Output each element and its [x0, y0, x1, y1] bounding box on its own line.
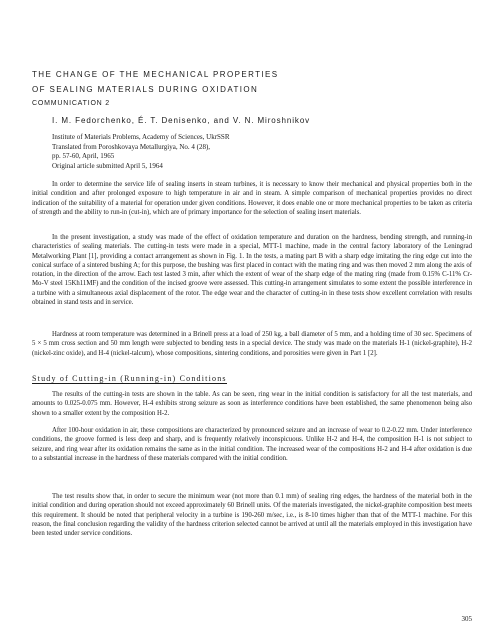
article-metadata [52, 133, 230, 171]
page-number: 305 [461, 615, 472, 623]
paragraph-intro: In order to determine the service life of sealing inserts in steam turbines, it is necessary to know their mechanical and physical properties both in the initial condition and after prolonged exposure to high temperature in air and in steam. A simple comparison of mechanical properties provides no direct indication of the suitability of a material for operation under given conditions. However, it does enable one or more mechanical properties to be taken as criteria of strength and the ability to run-in (cut-in), which are of primary importance for the selection of sealing insert materials. [32, 181, 472, 216]
translation-source: Translated from Poroshkovaya Metallurgiya, No. 4 (28), [52, 142, 211, 151]
article-title-line-1: THE CHANGE OF THE MECHANICAL PROPERTIES [32, 70, 279, 79]
page-range: pp. 57-60, April, 1965 [52, 152, 115, 161]
paragraph-conclusion: The test results show that, in order to secure the minimum wear (not more than 0.1 mm) of sealing ring edges, the hardness of the material both in the initial condition and during operation should not exceed approximately 60 Brinell units. Of the materials investigated, the nickel-graphite composition best meets this requirement. It should be noted that peripheral velocity in a turbine is 190-260 m/sec, i.e., is 8-10 times higher than that of the MTT-1 machine. For this reason, the final conclusion regarding the validity of the hardness criterion selected cannot be arrived at until all the materials employed in this investigation have been tested under service conditions. [32, 493, 472, 538]
article-title-line-2: OF SEALING MATERIALS DURING OXIDATION [32, 85, 259, 94]
communication-label: COMMUNICATION 2 [32, 100, 110, 107]
section-heading: Study of Cutting-in (Running-in) Conditions [32, 374, 227, 383]
submission-date: Original article submitted April 5, 1964 [52, 161, 163, 170]
paragraph-hardness: Hardness at room temperature was determined in a Brinell press at a load of 250 kg, a ball diameter of 5 mm, and a holding time of 30 sec. Specimens of 5 × 5 mm cross section and 50 mm length were subjected to bending tests in a special device. The study was made on the materials H-1 (nickel-graphite), H-2 (nickel-zinc oxide), and H-4 (nickel-talcum), whose compositions, sintering conditions, and porosities were given in Part 1 [2]. [32, 331, 472, 357]
paragraph-oxidation: After 100-hour oxidation in air, these compositions are characterized by pronounced seizure and an increase of wear to 0.2-0.22 mm. Under interference conditions, the groove formed is less deep and sharp, and is frequently relatively inconspicuous. Unlike H-2 and H-4, the composition H-1 is not subject to seizure, and ring wear after its oxidation remains the same as in the initial condition. The increased wear of the compositions H-2 and H-4 after oxidation is due to a substantial increase in the hardness of these materials compared with the initial condition. [32, 427, 472, 462]
paragraph-results: The results of the cutting-in tests are shown in the table. As can be seen, ring wear in the initial condition is satisfactory for all the test materials, and amounts to 0.025-0.075 mm. However, H-4 exhibits strong seizure as soon as interference conditions have been established, the same phenomenon being also shown to a smaller extent by the composition H-2. [32, 391, 472, 417]
paragraph-method: In the present investigation, a study was made of the effect of oxidation temperature and duration on the hardness, bending strength, and running-in characteristics of sealing materials. The cutting-in tests were made in a special, MTT-1 machine, made in the central factory laboratory of the Leningrad Metalworking Plant [1], providing a contact arrangement as shown in Fig. 1. In the tests, a mating part B with a sharp edge imitating the ring edge cut into the conical surface of a sintered bushing A; for this purpose, the bushing was first placed in contact with the mating ring and was then moved 2 mm along the axis of rotation, in the direction of the arrow. Each test lasted 3 min, after which the extent of wear of the sharp edge of the mating ring (made from 0.15% C-11% Cr-Mo-V steel 15Kh11MF) and the condition of the incised groove were assessed. This cutting-in arrangement simulates to some extent the possible interference in a turbine with a simultaneous axial displacement of the rotor. The edge wear and the character of cutting-in in these tests show excellent correlation with results obtained in stand tests and in service. [32, 234, 472, 307]
authors: I. M. Fedorchenko, É. T. Denisenko, and V. N. Miroshnikov [52, 116, 311, 125]
affiliation: Institute of Materials Problems, Academy of Sciences, UkrSSR [52, 133, 230, 141]
